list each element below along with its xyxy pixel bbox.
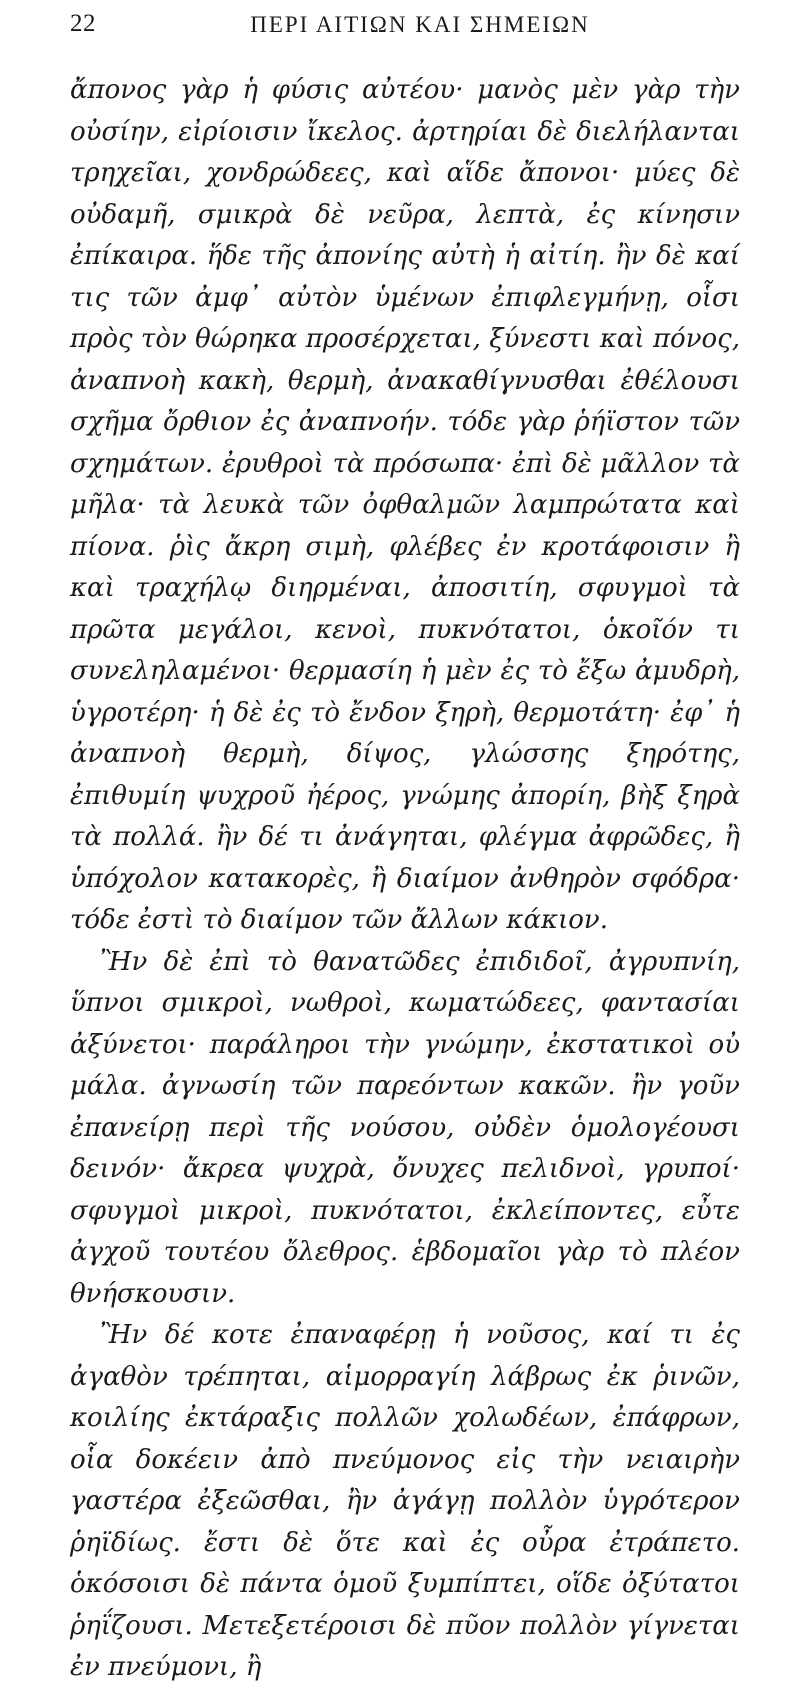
running-title: ΠΕΡΙ ΑΙΤΙΩΝ ΚΑΙ ΣΗΜΕΙΩΝ xyxy=(250,12,590,37)
paragraph: ἄπονος γὰρ ἡ φύσις αὐτέου· μανὸς μὲν γὰρ τὴν οὐσίην, εἰρίοισιν ἴκελος. ἀρτηρίαι δὲ διελήλανται τρηχεῖαι, χονδρώδεες, καὶ αἵδε ἄπονοι· μύες δὲ οὐδαμῆ, σμικρὰ δὲ νεῦρα, λεπτὰ, ἐς κίνησιν ἐπίκαιρα. ἥδε τῆς ἀπονίης αὐτὴ ἡ αἰτίη. ἢν δὲ καί τις τῶν ἀμφ᾽ αὐτὸν ὑμένων ἐπιφλεγμήνῃ, οἷσι πρὸς τὸν θώρηκα προσέρχεται, ξύνεστι καὶ πόνος, ἀναπνοὴ κακὴ, θερμὴ, ἀνακαθίγνυσθαι ἐθέλουσι σχῆμα ὄρθιον ἐς ἀναπνοήν. τόδε γὰρ ῥήϊστον τῶν σχημάτων. ἐρυθροὶ τὰ πρόσωπα· ἐπὶ δὲ μᾶλλον τὰ μῆλα· τὰ λευκὰ τῶν ὀφθαλμῶν λαμπρώτατα καὶ πίονα. ῥὶς ἄκρη σιμὴ, φλέβες ἐν κροτάφοισιν ἢ καὶ τραχήλῳ διηρμέναι, ἀποσιτίη, σφυγμοὶ τὰ πρῶτα μεγάλοι, κενοὶ, πυκνότατοι, ὁκοῖόν τι συνεληλαμένοι· θερμασίη ἡ μὲν ἐς τὸ ἔξω ἀμυδρὴ, ὑγροτέρη· ἡ δὲ ἐς τὸ ἔνδον ξηρὴ, θερμοτάτη· ἐφ᾽ ἡ ἀναπνοὴ θερμὴ, δίψος, γλώσσης ξηρότης, ἐπιθυμίη ψυχροῦ ἠέρος, γνώμης ἀπορίη, βὴξ ξηρὰ τὰ πολλά. ἢν δέ τι ἀνάγηται, φλέγμα ἀφρῶδες, ἢ ὑπόχολον κατακορὲς, ἢ διαίμον ἀνθηρὸν σφόδρα· τόδε ἐστὶ τὸ διαίμον τῶν ἄλλων κάκιον. xyxy=(70,75,740,935)
paragraph: Ἢν δὲ ἐπὶ τὸ θανατῶδες ἐπιδιδοῖ, ἀγρυπνίη, ὕπνοι σμικροὶ, νωθροὶ, κωματώδεες, φαντασίαι ἀξύνετοι· παράληροι τὴν γνώμην, ἐκστατικοὶ οὐ μάλα. ἀγνωσίη τῶν παρεόντων κακῶν. ἢν γοῦν ἐπανείρῃ περὶ τῆς νούσου, οὐδὲν ὁμολογέουσι δεινόν· ἄκρεα ψυχρὰ, ὄνυχες πελιδνοὶ, γρυποί· σφυγμοὶ μικροὶ, πυκνότατοι, ἐκλείποντες, εὖτε ἀγχοῦ τουτέου ὄλεθρος. ἑβδομαῖοι γὰρ τὸ πλέον θνήσκουσιν. xyxy=(70,946,740,1309)
running-head xyxy=(70,10,740,70)
body-text xyxy=(70,70,740,1689)
paragraph: Ἢν δέ κοτε ἐπαναφέρῃ ἡ νοῦσος, καί τι ἐς ἀγαθὸν τρέπηται, αἱμορραγίη λάβρως ἐκ ῥινῶν, κοιλίης ἐκτάραξις πολλῶν χολωδέων, ἐπάφρων, οἷα δοκέειν ἀπὸ πνεύμονος εἰς τὴν νειαιρὴν γαστέρα ἐξεῶσθαι, ἢν ἀγάγῃ πολλὸν ὑγρότερον ῥηϊδίως. ἔστι δὲ ὅτε καὶ ἐς οὖρα ἐτράπετο. ὁκόσοισι δὲ πάντα ὁμοῦ ξυμπίπτει, οἵδε ὀξύτατοι ῥηΐζουσι. Μετεξετέροισι δὲ πῦον πολλὸν γίγνεται ἐν πνεύμονι, ἢ xyxy=(70,1320,740,1682)
page-number: 22 xyxy=(70,10,96,37)
